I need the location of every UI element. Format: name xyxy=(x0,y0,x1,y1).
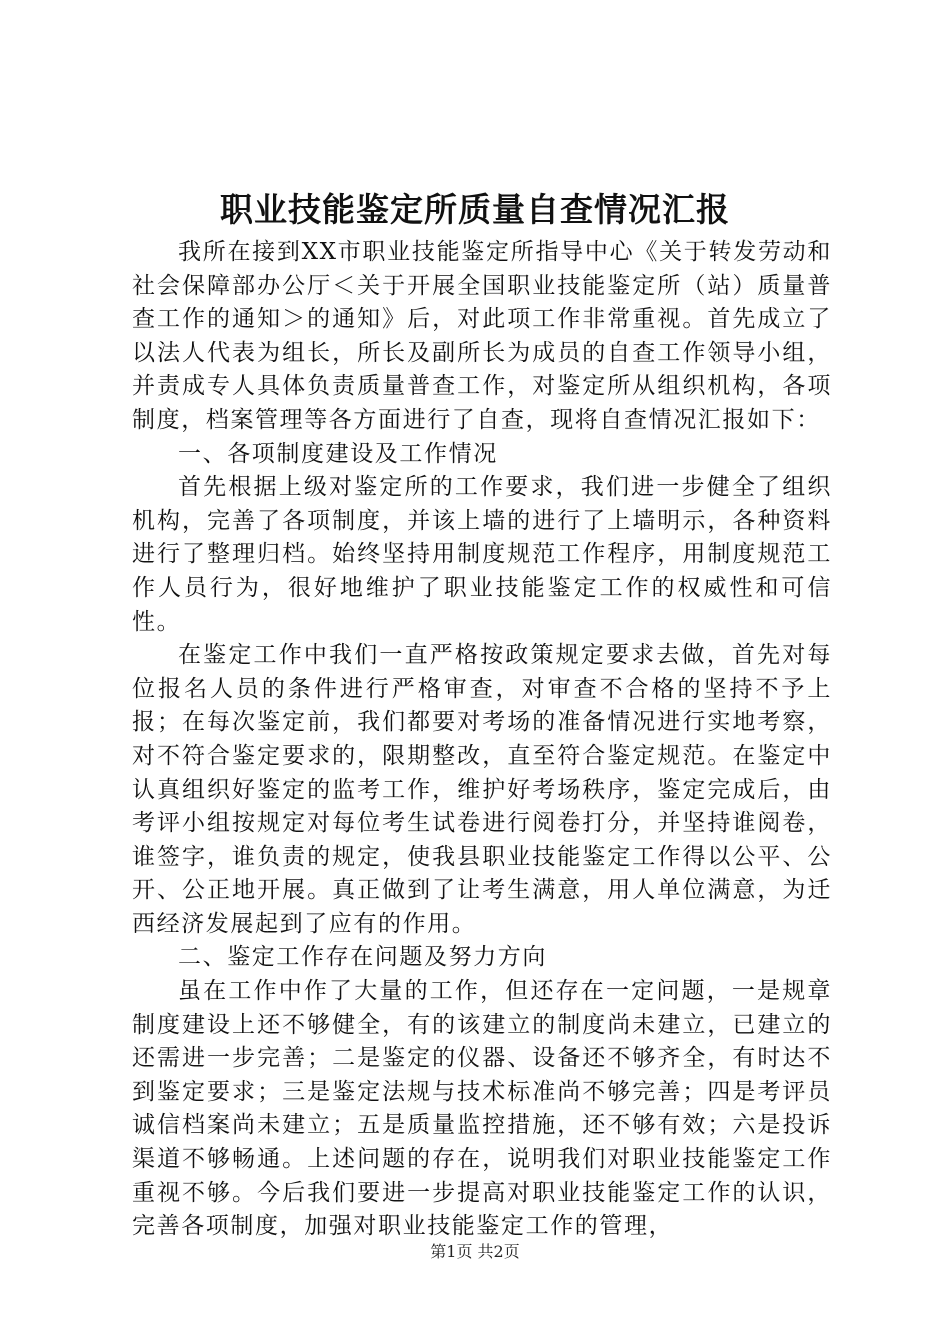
paragraph-2: 在鉴定工作中我们一直严格按政策规定要求去做，首先对每位报名人员的条件进行严格审查，对审查不合格的坚持不予上报；在每次鉴定前，我们都要对考场的准备情况进行实地考察，对不符合鉴定要求的，限期整改，直至符合鉴定规范。在鉴定中认真组织好鉴定的监考工作，维护好考场秩序，鉴定完成后，由考评小组按规定对每位考生试卷进行阅卷打分，并坚持谁阅卷，谁签字，谁负责的规定，使我县职业技能鉴定工作得以公平、公开、公正地开展。真正做到了让考生满意，用人单位满意，为迁西经济发展起到了应有的作用。 xyxy=(132,642,832,937)
paragraph-1: 首先根据上级对鉴定所的工作要求，我们进一步健全了组织机构，完善了各项制度，并该上墙的进行了上墙明示，各种资料进行了整理归档。始终坚持用制度规范工作程序，用制度规范工作人员行为，很好地维护了职业技能鉴定工作的权威性和可信性。 xyxy=(132,474,832,635)
section-heading-1: 一、各项制度建设及工作情况 xyxy=(178,440,498,467)
paragraph-intro: 我所在接到XX市职业技能鉴定所指导中心《关于转发劳动和社会保障部办公厅＜关于开展全国职业技能鉴定所（站）质量普查工作的通知＞的通知》后，对此项工作非常重视。首先成立了以法人代表为组长，所长及副所长为成员的自查工作领导小组，并责成专人具体负责质量普查工作，对鉴定所从组织机构，各项制度，档案管理等各方面进行了自查，现将自查情况汇报如下： xyxy=(132,239,832,433)
page-number: 第1页 共2页 xyxy=(430,1242,520,1261)
paragraph-3: 虽在工作中作了大量的工作，但还存在一定问题，一是规章制度建设上还不够健全，有的该建立的制度尚未建立，已建立的还需进一步完善；二是鉴定的仪器、设备还不够齐全，有时达不到鉴定要求；三是鉴定法规与技术标准尚不够完善；四是考评员诚信档案尚未建立；五是质量监控措施，还不够有效；六是投诉渠道不够畅通。上述问题的存在，说明我们对职业技能鉴定工作重视不够。今后我们要进一步提高对职业技能鉴定工作的认识，完善各项制度，加强对职业技能鉴定工作的管理， xyxy=(132,978,832,1240)
document-body xyxy=(132,236,832,1244)
section-heading-2: 二、鉴定工作存在问题及努力方向 xyxy=(178,944,547,971)
document-title: 职业技能鉴定所质量自查情况汇报 xyxy=(220,190,730,229)
